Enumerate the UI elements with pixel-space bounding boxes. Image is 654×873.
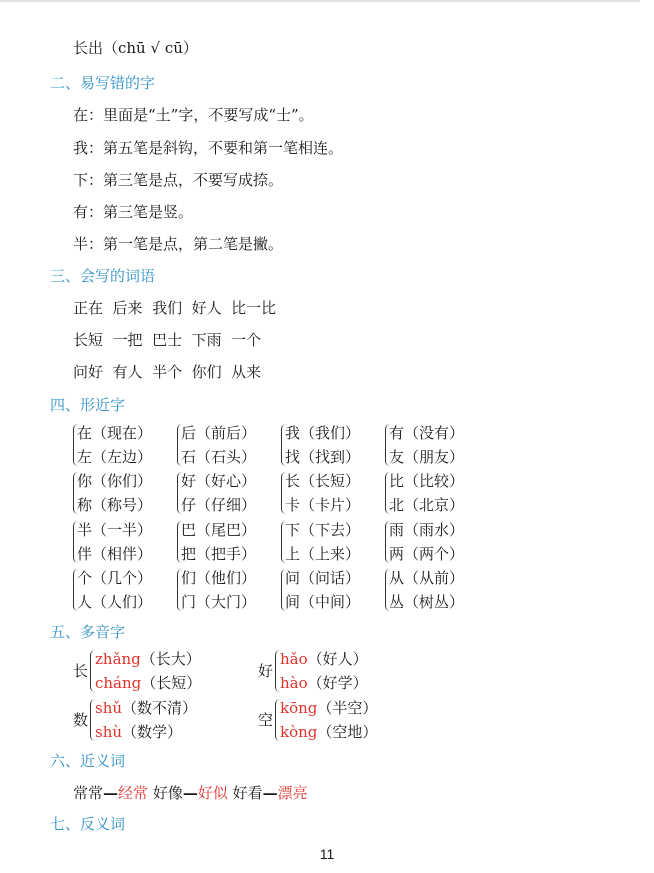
- section-heading-error-chars: 二、易写错的字: [50, 74, 156, 92]
- similar-char-item: 长（长短）: [285, 472, 361, 490]
- similar-char-item: 好（好心）: [181, 472, 257, 490]
- synonym-word: 好像: [152, 784, 183, 802]
- section-heading-words: 三、会写的词语: [50, 267, 156, 285]
- similar-char-item: 间（中间）: [285, 593, 361, 611]
- similar-char-item: 问（问话）: [285, 569, 361, 587]
- similar-char-item: 仔（仔细）: [181, 496, 257, 514]
- similar-char-item: 在（现在）: [77, 424, 153, 442]
- pinyin: shù: [95, 723, 123, 741]
- similar-char-item: 石（石头）: [181, 448, 257, 466]
- similar-char-item: 友（朋友）: [389, 448, 465, 466]
- synonym-line: [73, 782, 308, 803]
- error-char-line: 我：第五笔是斜钩，不要和第一笔相连。: [73, 139, 344, 157]
- similar-char-item: 丛（树丛）: [389, 593, 465, 611]
- similar-char-item: 个（几个）: [77, 569, 153, 587]
- dash: —: [262, 784, 278, 802]
- example-word: （半空）: [317, 699, 378, 717]
- synonym-word: 常常: [73, 784, 104, 802]
- pronunciation-line: 长出（chū √ cū）: [73, 39, 198, 57]
- example-word: （数不清）: [122, 699, 198, 717]
- synonym-answer: 好似: [197, 784, 228, 802]
- pinyin: cháng: [95, 674, 142, 692]
- similar-char-item: 半（一半）: [77, 521, 153, 539]
- pinyin: kōng: [280, 699, 318, 717]
- similar-char-item: 下（下去）: [285, 521, 361, 539]
- similar-char-item: 我（我们）: [285, 424, 361, 442]
- similar-char-item: 北（北京）: [389, 496, 465, 514]
- section-heading-similar-chars: 四、形近字: [50, 396, 126, 414]
- similar-char-item: 后（前后）: [181, 424, 257, 442]
- error-char-line: 半：第一笔是点，第二笔是撇。: [73, 235, 284, 253]
- synonym-answer: 经常: [118, 784, 149, 802]
- similar-char-item: 门（大门）: [181, 593, 257, 611]
- page-number: 11: [319, 846, 335, 862]
- pinyin: zhǎng: [95, 650, 141, 668]
- similar-char-item: 找（找到）: [285, 448, 361, 466]
- section-heading-polyphones: 五、多音字: [50, 623, 126, 641]
- example-word: （长大）: [140, 650, 201, 668]
- similar-char-item: 卡（卡片）: [285, 496, 361, 514]
- similar-char-item: 从（从前）: [389, 569, 465, 587]
- similar-char-item: 上（上来）: [285, 545, 361, 563]
- similar-char-item: 们（他们）: [181, 569, 257, 587]
- section-heading-synonyms: 六、近义词: [50, 752, 126, 770]
- word-line: 正在 后来 我们 好人 比一比: [73, 299, 277, 317]
- pinyin: shǔ: [95, 699, 123, 717]
- similar-char-item: 人（人们）: [77, 593, 153, 611]
- error-char-line: 在：里面是“土”字，不要写成“士”。: [73, 106, 314, 124]
- error-char-line: 下：第三笔是点，不要写成捺。: [73, 171, 284, 189]
- example-word: （长短）: [141, 674, 202, 692]
- example-word: （好人）: [307, 650, 368, 668]
- polyphone-char: 长: [73, 662, 89, 680]
- dash: —: [103, 784, 119, 802]
- word-line: 问好 有人 半个 你们 从来: [73, 363, 262, 381]
- example-word: （空地）: [317, 723, 378, 741]
- synonym-word: 好看: [232, 784, 263, 802]
- polyphone-char: 好: [258, 662, 274, 680]
- similar-char-item: 巴（尾巴）: [181, 521, 257, 539]
- similar-char-item: 伴（相伴）: [77, 545, 153, 563]
- example-word: （数学）: [122, 723, 183, 741]
- error-char-line: 有：第三笔是竖。: [73, 203, 194, 221]
- similar-char-item: 有（没有）: [389, 424, 465, 442]
- polyphone-char: 空: [258, 711, 274, 729]
- pinyin: hào: [280, 674, 308, 692]
- similar-char-item: 你（你们）: [77, 472, 153, 490]
- word-line: 长短 一把 巴士 下雨 一个: [73, 331, 262, 349]
- pinyin: kòng: [280, 723, 318, 741]
- synonym-answer: 漂亮: [277, 784, 308, 802]
- similar-char-item: 两（两个）: [389, 545, 465, 563]
- top-border: [0, 0, 640, 2]
- similar-char-item: 左（左边）: [77, 448, 153, 466]
- similar-char-item: 雨（雨水）: [389, 521, 465, 539]
- similar-char-item: 把（把手）: [181, 545, 257, 563]
- pinyin: hǎo: [280, 650, 308, 668]
- dash: —: [182, 784, 198, 802]
- similar-char-item: 称（称号）: [77, 496, 153, 514]
- section-heading-antonyms: 七、反义词: [50, 815, 126, 833]
- similar-char-item: 比（比较）: [389, 472, 465, 490]
- example-word: （好学）: [307, 674, 368, 692]
- polyphone-char: 数: [73, 711, 89, 729]
